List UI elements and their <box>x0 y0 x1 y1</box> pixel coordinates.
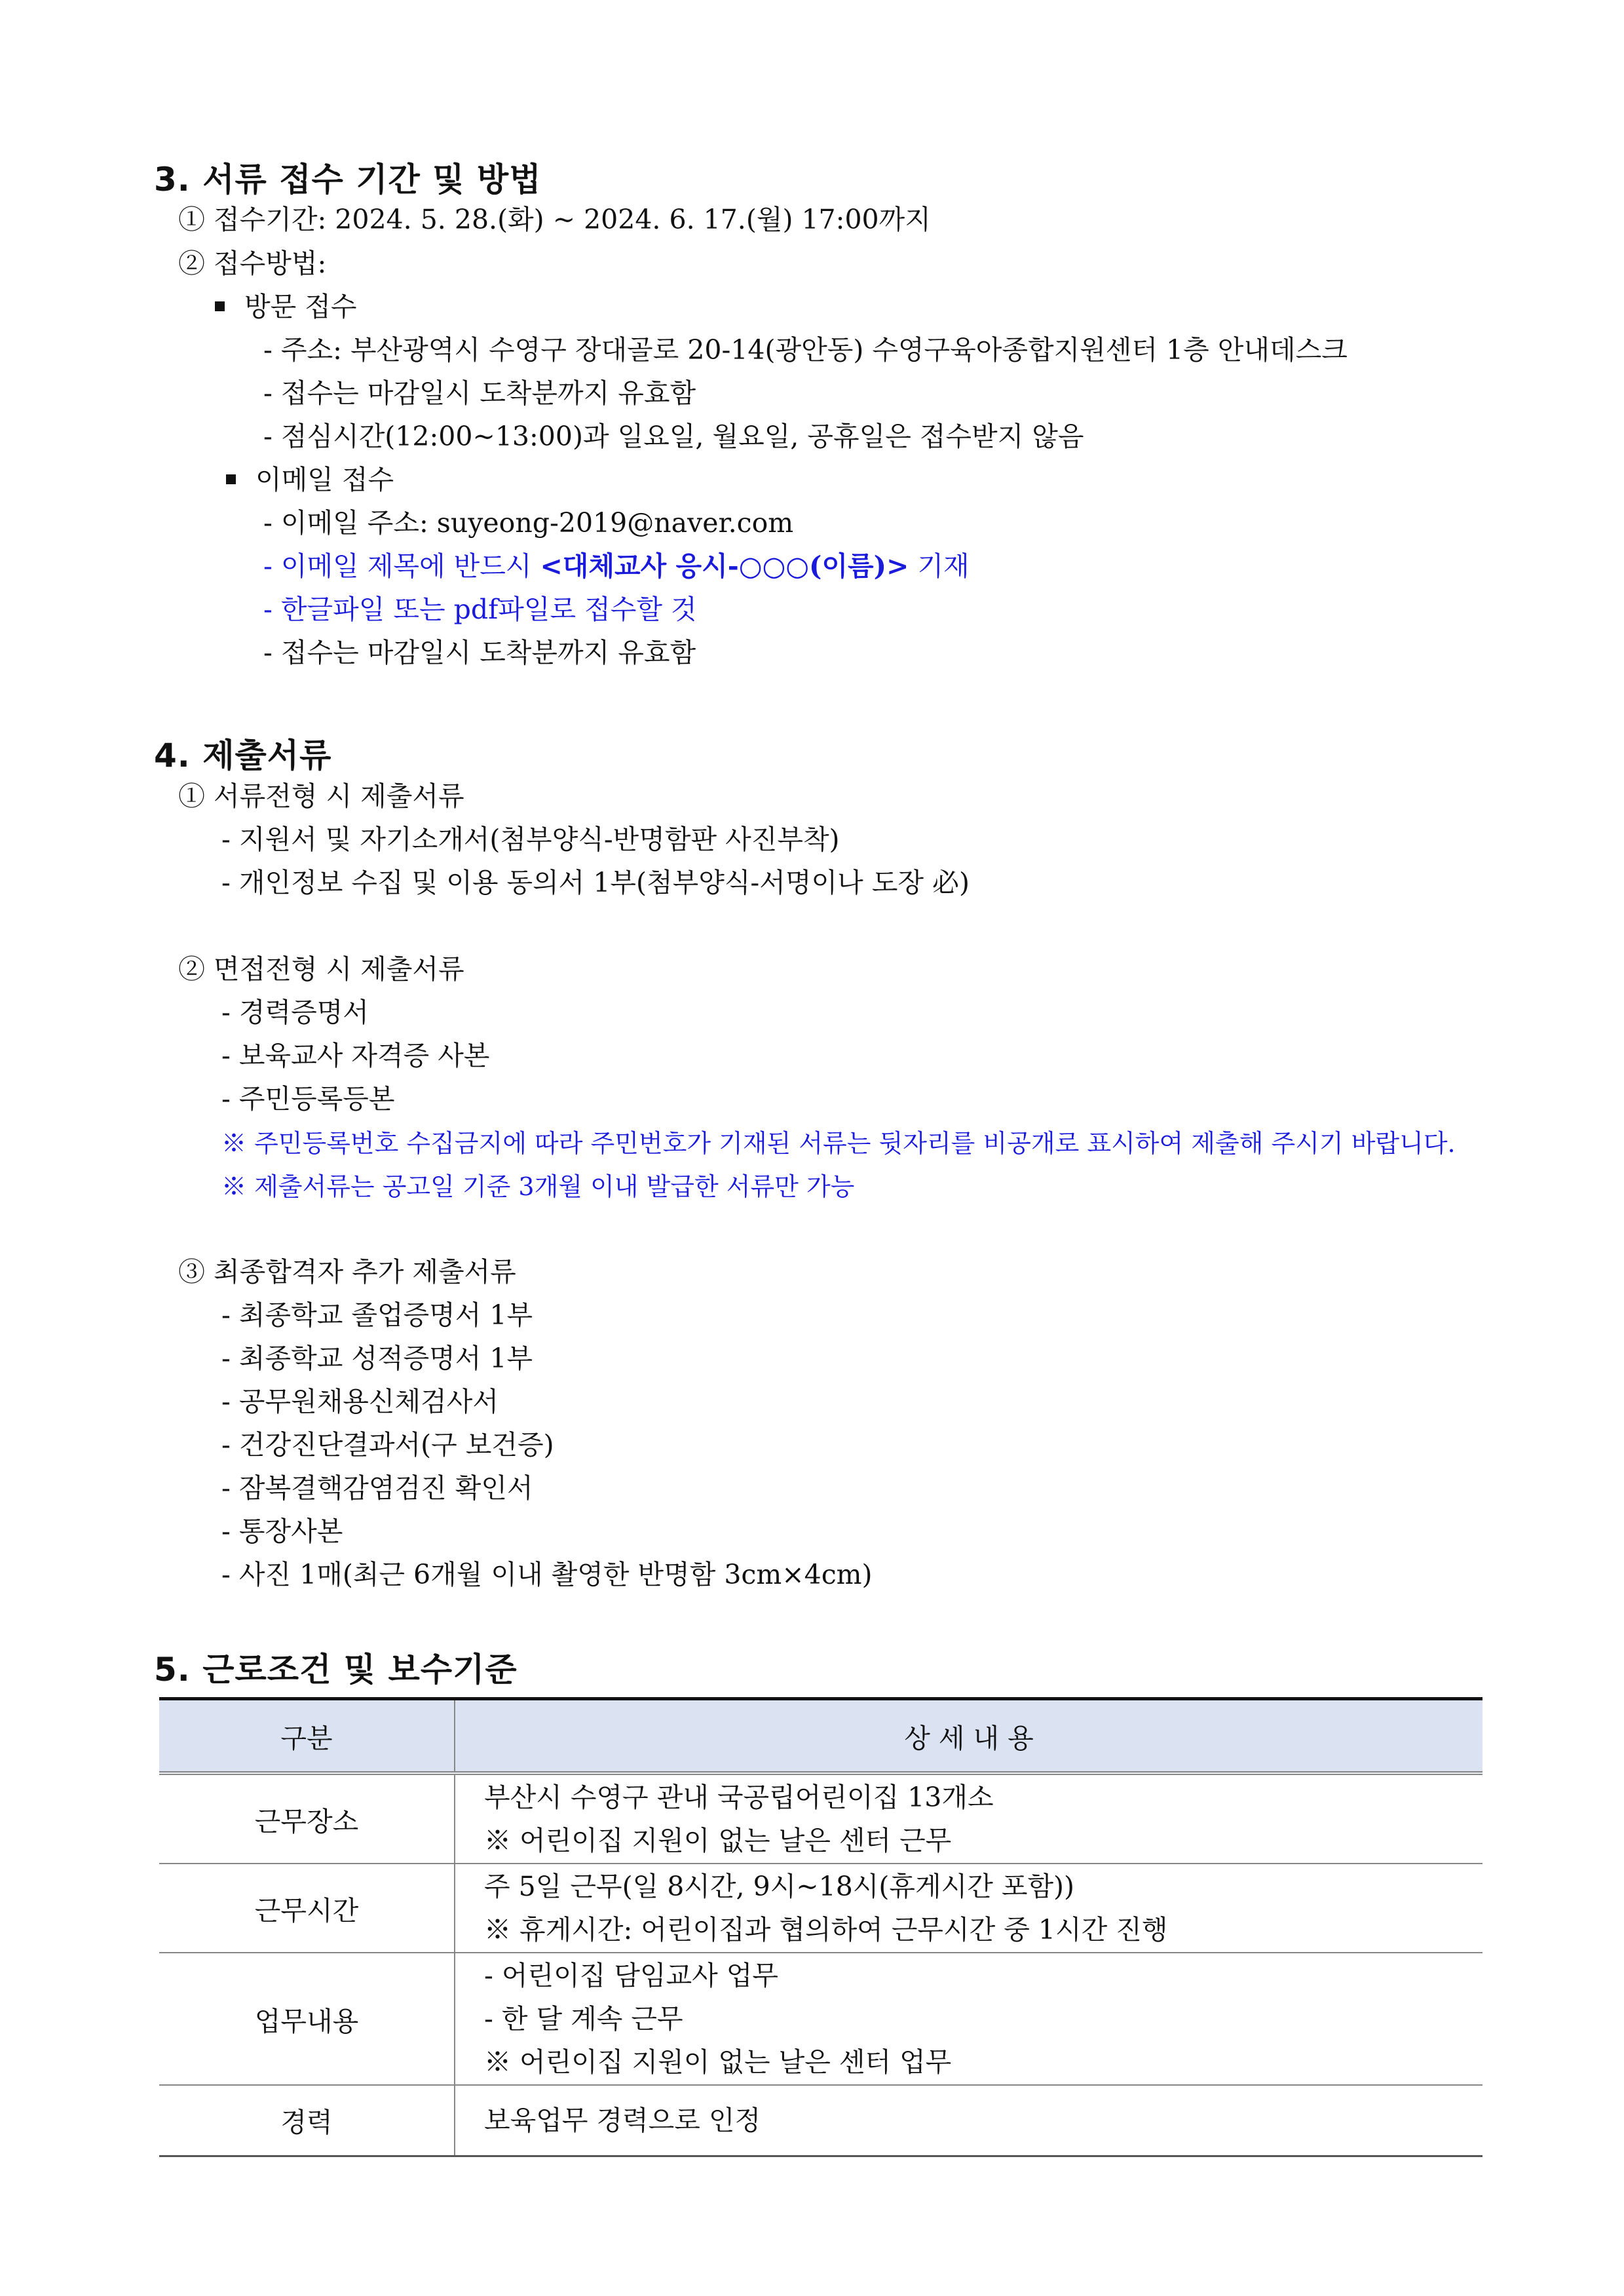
email-deadline: - 접수는 마감일시 도착분까지 유효함 <box>263 637 696 668</box>
final-item: - 잠복결핵감염검진 확인서 <box>221 1472 533 1504</box>
method-line: ② 접수방법: <box>178 248 327 279</box>
table-header-row <box>159 1699 1482 1774</box>
final-item: - 공무원채용신체검사서 <box>221 1386 499 1417</box>
square-bullet-icon <box>215 301 225 311</box>
final-item: - 최종학교 졸업증명서 1부 <box>221 1299 533 1331</box>
visit-title: 방문 접수 <box>215 294 356 320</box>
section-5-heading: 5. 근로조건 및 보수기준 <box>154 1651 518 1689</box>
row-content: - 어린이집 담임교사 업무 - 한 달 계속 근무 ※ 어린이집 지원이 없는 날은 센터 업무 <box>455 1953 1482 2085</box>
interview-item: - 보육교사 자격증 사본 <box>221 1040 490 1071</box>
table-header-details: 상 세 내 용 <box>455 1699 1482 1774</box>
table-row <box>159 1953 1482 2085</box>
final-item: - 최종학교 성적증명서 1부 <box>221 1343 533 1374</box>
row-label: 근무시간 <box>159 1864 455 1953</box>
doc-item: - 개인정보 수집 및 이용 동의서 1부(첨부양식-서명이나 도장 必) <box>221 867 970 898</box>
square-bullet-icon <box>226 474 236 484</box>
row-content: 보육업무 경력으로 인정 <box>455 2085 1482 2156</box>
visit-address: - 주소: 부산광역시 수영구 장대골로 20-14(광안동) 수영구육아종합지원센터 1층 안내데스크 <box>263 334 1348 366</box>
interview-item: - 경력증명서 <box>221 997 369 1028</box>
final-item: - 사진 1매(최근 6개월 이내 촬영한 반명함 3cm×4cm) <box>221 1559 873 1590</box>
interview-item: - 주민등록등본 <box>221 1083 395 1115</box>
notice-privacy: ※ 주민등록번호 수집금지에 따라 주민번호가 기재된 서류는 뒷자리를 비공개로 표시하여 제출해 주시기 바랍니다. <box>221 1129 1456 1158</box>
email-title: 이메일 접수 <box>226 467 394 493</box>
email-subject-format: <대체교사 응시-○○○(이름)> <box>540 550 909 582</box>
table-row <box>159 2085 1482 2156</box>
visit-deadline: - 접수는 마감일시 도착분까지 유효함 <box>263 377 696 409</box>
row-label: 경력 <box>159 2085 455 2156</box>
period-line: ① 접수기간: 2024. 5. 28.(화) ~ 2024. 6. 17.(월) 17:00까지 <box>178 204 931 235</box>
row-content: 주 5일 근무(일 8시간, 9시~18시(휴게시간 포함)) ※ 휴게시간: 어린이집과 협의하여 근무시간 중 1시간 진행 <box>455 1864 1482 1953</box>
email-subject-line: - 이메일 제목에 반드시 <대체교사 응시-○○○(이름)> 기재 <box>263 550 970 582</box>
table-row <box>159 1773 1482 1864</box>
section-3-heading: 3. 서류 접수 기간 및 방법 <box>154 161 542 199</box>
table-header-category: 구분 <box>159 1699 455 1774</box>
row-label: 근무장소 <box>159 1773 455 1864</box>
visit-closed: - 점심시간(12:00~13:00)과 일요일, 월요일, 공휴일은 접수받지 않음 <box>263 421 1084 452</box>
working-conditions-table <box>159 1697 1482 2157</box>
final-title: ③ 최종합격자 추가 제출서류 <box>178 1256 516 1288</box>
interview-title: ② 면접전형 시 제출서류 <box>178 953 464 985</box>
doc-screening-title: ① 서류전형 시 제출서류 <box>178 780 464 812</box>
row-content: 부산시 수영구 관내 국공립어린이집 13개소 ※ 어린이집 지원이 없는 날은 센터 근무 <box>455 1773 1482 1864</box>
email-address: - 이메일 주소: suyeong-2019@naver.com <box>263 507 794 539</box>
email-file-format: - 한글파일 또는 pdf파일로 접수할 것 <box>263 594 697 625</box>
section-4-heading: 4. 제출서류 <box>154 737 332 775</box>
notice-validity: ※ 제출서류는 공고일 기준 3개월 이내 발급한 서류만 가능 <box>221 1172 855 1201</box>
table-row <box>159 1864 1482 1953</box>
final-item: - 건강진단결과서(구 보건증) <box>221 1429 554 1461</box>
row-label: 업무내용 <box>159 1953 455 2085</box>
final-item: - 통장사본 <box>221 1516 343 1547</box>
doc-item: - 지원서 및 자기소개서(첨부양식-반명함판 사진부착) <box>221 824 840 855</box>
